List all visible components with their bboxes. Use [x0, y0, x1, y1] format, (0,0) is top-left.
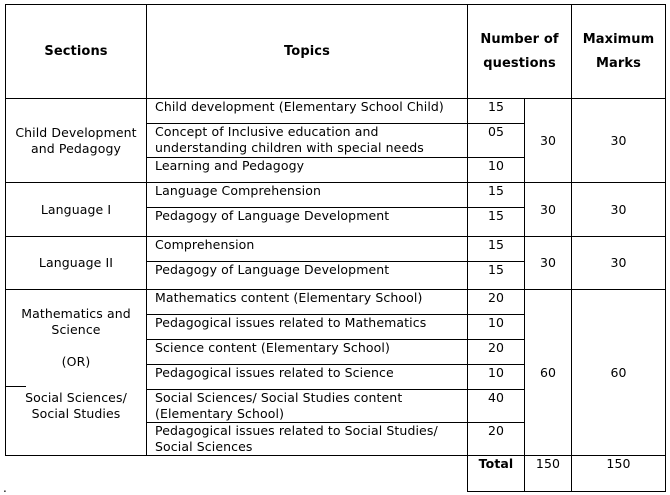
section-or-label: (OR)	[61, 354, 91, 369]
section-subtotal: 60	[525, 290, 572, 456]
section-max-marks: 60	[572, 290, 666, 456]
question-count: 15	[468, 183, 525, 208]
section-child-development: Child Development and Pedagogy	[6, 99, 147, 183]
header-number-line1: Number of	[480, 31, 559, 47]
question-count: 20	[468, 340, 525, 365]
question-count: 20	[468, 423, 525, 456]
topic-cell: Pedagogical issues related to Social Studies/ Social Sciences	[147, 423, 468, 456]
topic-cell: Concept of Inclusive education and understanding children with special needs	[147, 124, 468, 158]
section-max-marks: 30	[572, 99, 666, 183]
header-max-line1: Maximum	[582, 31, 655, 47]
table-row	[6, 290, 666, 315]
total-blank	[147, 456, 468, 492]
header-number-of-questions	[468, 5, 572, 99]
section-maths-science-or-social	[6, 290, 147, 456]
table-row	[6, 183, 666, 208]
question-count: 10	[468, 315, 525, 340]
topic-cell: Social Sciences/ Social Studies content (Elementary School)	[147, 390, 468, 423]
topic-cell: Pedagogical issues related to Science	[147, 365, 468, 390]
topic-cell: Comprehension	[147, 237, 468, 262]
total-questions: 150	[525, 456, 572, 492]
section-part-maths-science: Mathematics and Science	[21, 306, 131, 337]
total-max-marks: 150	[572, 456, 666, 492]
topic-cell: Language Comprehension	[147, 183, 468, 208]
header-number-line2: questions	[483, 55, 556, 71]
topic-cell: Learning and Pedagogy	[147, 158, 468, 183]
topic-cell: Mathematics content (Elementary School)	[147, 290, 468, 315]
table-row	[6, 99, 666, 124]
question-count: 15	[468, 208, 525, 237]
section-subtotal: 30	[525, 99, 572, 183]
section-language-2: Language II	[6, 237, 147, 290]
question-count: 10	[468, 158, 525, 183]
topic-cell: Pedagogical issues related to Mathematics	[147, 315, 468, 340]
header-topics: Topics	[147, 5, 468, 99]
topic-cell: Pedagogy of Language Development	[147, 262, 468, 290]
section-language-1: Language I	[6, 183, 147, 237]
question-count: 15	[468, 99, 525, 124]
question-count: 05	[468, 124, 525, 158]
exam-structure-table	[3, 4, 666, 495]
header-row	[6, 5, 666, 99]
header-sections: Sections	[6, 5, 147, 99]
question-count: 15	[468, 262, 525, 290]
section-max-marks: 30	[572, 183, 666, 237]
table-row	[6, 237, 666, 262]
question-count: 20	[468, 290, 525, 315]
section-subtotal: 30	[525, 183, 572, 237]
total-blank	[6, 456, 147, 492]
topic-cell: Science content (Elementary School)	[147, 340, 468, 365]
footnote-mark: .	[3, 481, 7, 495]
question-count: 40	[468, 390, 525, 423]
question-count: 10	[468, 365, 525, 390]
topic-cell: Pedagogy of Language Development	[147, 208, 468, 237]
topic-cell: Child development (Elementary School Child)	[147, 99, 468, 124]
total-label: Total	[468, 456, 525, 492]
header-max-line2: Marks	[595, 55, 641, 71]
section-divider	[6, 386, 26, 387]
total-row	[6, 456, 666, 492]
header-maximum-marks	[572, 5, 666, 99]
question-count: 15	[468, 237, 525, 262]
section-subtotal: 30	[525, 237, 572, 290]
section-part-social-sciences: Social Sciences/ Social Studies	[25, 390, 127, 421]
section-max-marks: 30	[572, 237, 666, 290]
